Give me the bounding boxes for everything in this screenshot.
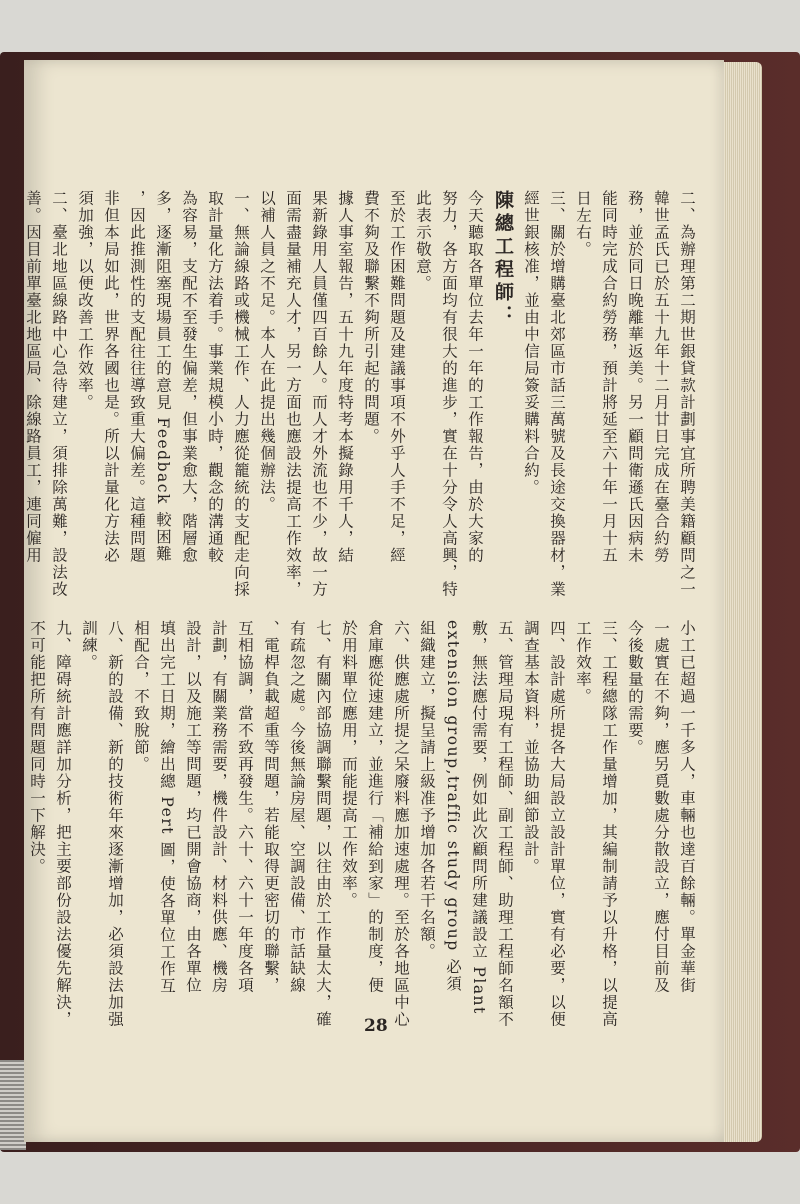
text-column: 互相協調，當不致再發生。六十、六十一年度各項 xyxy=(236,620,254,994)
text-column: 倉庫應從速建立，並進行「補給到家」的制度，便 xyxy=(366,620,384,994)
text-column: 以補人員之不足。本人在此提出幾個辦法。 xyxy=(258,190,276,513)
text-column: 今天聽取各單位去年一年的工作報告，由於大家的 xyxy=(466,190,484,564)
text-column: 不可能把所有問題同時一下解決。 xyxy=(28,620,46,875)
text-column: 小工已超過一千多人，車輛也達百餘輛。單金華街 xyxy=(678,620,696,994)
text-column: 組織建立，擬呈請上級准予增加各若干名額。 xyxy=(418,620,436,960)
text-column: 於用料單位應用，而能提高工作效率。 xyxy=(340,620,358,909)
text-column: 二、為辦理第二期世銀貸款計劃事宜所聘美籍顧問之一 xyxy=(678,190,696,598)
text-column: 三、關於增購臺北郊區市話三萬號及長途交換器材，業 xyxy=(548,190,566,598)
text-column: 努力，各方面均有很大的進步，實在十分令人高興，特 xyxy=(440,190,458,598)
text-column: 日左右。 xyxy=(574,190,592,258)
text-column: 四、設計處所提各大局設立設計單位，實有必要，以便 xyxy=(548,620,566,1028)
text-column: 務，並於同日晚離華返美。另一顧問衛遜氏因病未 xyxy=(626,190,644,564)
book-page xyxy=(24,60,724,1142)
text-column: 面需盡量補充人才，另一方面也應設法提高工作效率， xyxy=(284,190,302,598)
text-column: 三、工程總隊工作量增加，其編制請予以升格，以提高 xyxy=(600,620,618,1028)
text-column: 費不夠及聯繫不夠所引起的問題。 xyxy=(362,190,380,445)
text-column: 據人事室報告，五十九年度特考本擬錄用千人，結 xyxy=(336,190,354,564)
text-column: 設計，以及施工等問題，均已開會協商，由各單位 xyxy=(184,620,202,994)
text-column: 工作效率。 xyxy=(574,620,592,705)
text-column: 果新錄用人員僅四百餘人。而人才外流也不少，故一方 xyxy=(310,190,328,598)
text-column: 、電桿負載超重等問題，若能取得更密切的聯繫， xyxy=(262,620,280,994)
page-number: 28 xyxy=(364,1016,388,1036)
text-column: 韓世孟氏已於五十九年十二月廿日完成在臺合約勞 xyxy=(652,190,670,564)
text-column: 至於工作困難問題及建議事項不外乎人手不足，經 xyxy=(388,190,406,564)
text-column: 為容易，支配不至發生偏差，但事業愈大，階層愈 xyxy=(180,190,198,564)
text-column: 今後數量的需要。 xyxy=(626,620,644,756)
text-column: 敷，無法應付需要，例如此次顧問所建議設立 Plant xyxy=(470,620,488,1015)
text-column: 經世銀核准，並由中信局簽妥購料合約。 xyxy=(522,190,540,496)
text-column: 八、新的設備、新的技術年來逐漸增加，必須設法加强 xyxy=(106,620,124,1028)
text-column: 二、臺北地區線路中心急待建立，須排除萬難，設法改 xyxy=(50,190,68,598)
text-column: 能同時完成合約勞務，預計將延至六十年一月十五 xyxy=(600,190,618,564)
text-column: 非但本局如此，世界各國也是。所以計量化方法必 xyxy=(102,190,120,564)
text-column: extension group,traffic study group 必須 xyxy=(444,620,462,993)
top-text-block xyxy=(22,190,694,650)
text-column: 相配合，不致脫節。 xyxy=(132,620,150,773)
text-column: 七、有關內部協調聯繫問題，以往由於工作量太大，確 xyxy=(314,620,332,1028)
text-column: 陳總工程師： xyxy=(492,190,514,328)
text-column: 六、供應處所提之呆廢料應加速處理。至於各地區中心 xyxy=(392,620,410,1028)
bottom-text-block xyxy=(26,620,694,1070)
text-column: 須加強，以便改善工作效率。 xyxy=(76,190,94,411)
text-column: ，因此推測性的支配往往導致重大偏差。這種問題 xyxy=(128,190,146,564)
text-column: 計劃，有關業務需要，機件設計、材料供應、機房 xyxy=(210,620,228,994)
book-spine xyxy=(0,1060,26,1150)
text-column: 多，逐漸阻塞現場員工的意見 Feedback 較困難 xyxy=(154,190,172,563)
text-column: 填出完工日期，繪出總 Pert 圖，使各單位工作互 xyxy=(158,620,176,995)
text-column: 有疏忽之處。今後無論房屋、空調設備、市話缺線 xyxy=(288,620,306,994)
text-column: 五、管理局現有工程師、副工程師、助理工程師名額不 xyxy=(496,620,514,1028)
text-column: 善。因目前單臺北地區局、除線路員工，連同僱用 xyxy=(24,190,42,564)
text-column: 訓練。 xyxy=(80,620,98,671)
text-column: 一、無論線路或機械工作、人力應從籠統的支配走向採 xyxy=(232,190,250,598)
text-column: 九、障碍統計應詳加分析，把主要部份設法優先解決， xyxy=(54,620,72,1028)
text-column: 調查基本資料，並協助細節設計。 xyxy=(522,620,540,875)
text-column: 取計量化方法着手。事業規模小時，觀念的溝通較 xyxy=(206,190,224,564)
text-column: 一處實在不夠，應另覓數處分散設立，應付目前及 xyxy=(652,620,670,994)
text-column: 此表示敬意。 xyxy=(414,190,432,292)
